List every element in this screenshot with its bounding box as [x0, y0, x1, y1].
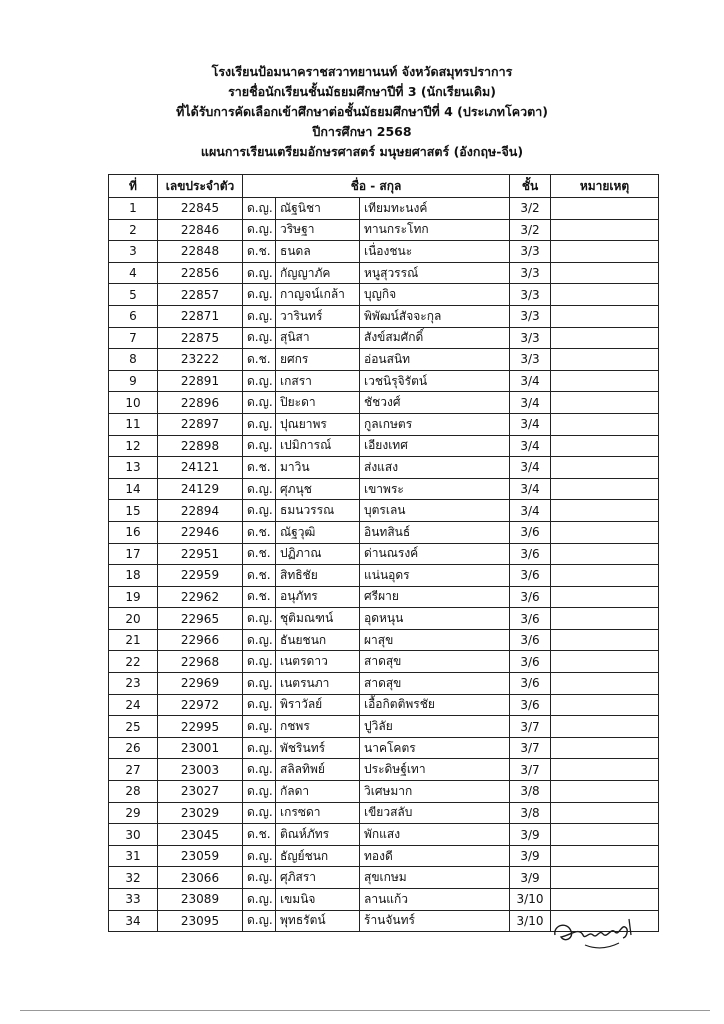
class-room: 3/6 [510, 586, 551, 608]
table-row [109, 284, 659, 306]
name-prefix: ด.ญ. [243, 759, 276, 781]
first-name: กัญญาภัค [276, 262, 360, 284]
note [551, 241, 659, 263]
table-row [109, 305, 659, 327]
class-room: 3/3 [510, 327, 551, 349]
row-number: 13 [109, 457, 158, 479]
note [551, 694, 659, 716]
note [551, 327, 659, 349]
row-number: 32 [109, 867, 158, 889]
table-row [109, 867, 659, 889]
table-row [109, 327, 659, 349]
list-title: รายชื่อนักเรียนชั้นมัธยมศึกษาปีที่ 3 (นักเรียนเดิม) [228, 84, 496, 99]
last-name: สุขเกษม [360, 867, 510, 889]
first-name: ธนดล [276, 241, 360, 263]
student-id: 23045 [158, 824, 243, 846]
name-prefix: ด.ช. [243, 565, 276, 587]
name-prefix: ด.ญ. [243, 910, 276, 932]
row-number: 12 [109, 435, 158, 457]
note [551, 586, 659, 608]
class-room: 3/9 [510, 867, 551, 889]
first-name: พิราวัลย์ [276, 694, 360, 716]
note [551, 629, 659, 651]
note [551, 305, 659, 327]
name-prefix: ด.ญ. [243, 845, 276, 867]
class-room: 3/2 [510, 198, 551, 220]
last-name: ลานแก้ว [360, 889, 510, 911]
student-id: 23095 [158, 910, 243, 932]
student-id: 22946 [158, 521, 243, 543]
last-name: ด่านณรงค์ [360, 543, 510, 565]
table-row [109, 543, 659, 565]
name-prefix: ด.ช. [243, 241, 276, 263]
first-name: มาวิน [276, 457, 360, 479]
first-name: วริษฐา [276, 219, 360, 241]
study-program: แผนการเรียนเตรียมอักษรศาสตร์ มนุษยศาสตร์ (อังกฤษ-จีน) [200, 144, 524, 159]
class-room: 3/4 [510, 370, 551, 392]
row-number: 30 [109, 824, 158, 846]
table-row [109, 608, 659, 630]
class-room: 3/7 [510, 759, 551, 781]
class-room: 3/6 [510, 565, 551, 587]
table-row [109, 824, 659, 846]
first-name: ติณห์ภัทร [276, 824, 360, 846]
table-row [109, 478, 659, 500]
last-name: ส่งแสง [360, 457, 510, 479]
student-id: 22969 [158, 673, 243, 695]
class-room: 3/3 [510, 241, 551, 263]
row-number: 19 [109, 586, 158, 608]
name-prefix: ด.ญ. [243, 413, 276, 435]
note [551, 521, 659, 543]
first-name: อนุภัทร [276, 586, 360, 608]
note [551, 716, 659, 738]
row-number: 2 [109, 219, 158, 241]
first-name: กาญจน์เกล้า [276, 284, 360, 306]
student-id: 22898 [158, 435, 243, 457]
name-prefix: ด.ญ. [243, 284, 276, 306]
document-header [0, 62, 724, 162]
name-prefix: ด.ญ. [243, 219, 276, 241]
table-row [109, 673, 659, 695]
table-row [109, 435, 659, 457]
first-name: สิทธิชัย [276, 565, 360, 587]
page-bottom-edge [20, 1010, 710, 1011]
class-room: 3/8 [510, 802, 551, 824]
student-id: 22966 [158, 629, 243, 651]
first-name: ปิยะดา [276, 392, 360, 414]
row-number: 33 [109, 889, 158, 911]
name-prefix: ด.ญ. [243, 673, 276, 695]
name-prefix: ด.ช. [243, 543, 276, 565]
name-prefix: ด.ญ. [243, 500, 276, 522]
note [551, 781, 659, 803]
row-number: 10 [109, 392, 158, 414]
name-prefix: ด.ช. [243, 586, 276, 608]
table-row [109, 349, 659, 371]
row-number: 23 [109, 673, 158, 695]
last-name: เขียวสลับ [360, 802, 510, 824]
row-number: 27 [109, 759, 158, 781]
row-number: 18 [109, 565, 158, 587]
last-name: กูลเกษตร [360, 413, 510, 435]
table-row [109, 413, 659, 435]
table-row [109, 781, 659, 803]
name-prefix: ด.ญ. [243, 651, 276, 673]
class-room: 3/6 [510, 694, 551, 716]
student-id: 23059 [158, 845, 243, 867]
last-name: สาดสุข [360, 673, 510, 695]
table-row [109, 586, 659, 608]
column-header-name: ชื่อ - สกุล [243, 175, 510, 198]
last-name: เขาพระ [360, 478, 510, 500]
last-name: เวชนิรุจิรัตน์ [360, 370, 510, 392]
column-header-class: ชั้น [510, 175, 551, 198]
last-name: เทียมทะนงค์ [360, 198, 510, 220]
row-number: 16 [109, 521, 158, 543]
name-prefix: ด.ญ. [243, 392, 276, 414]
first-name: ปุณยาพร [276, 413, 360, 435]
student-id: 22891 [158, 370, 243, 392]
student-id: 23029 [158, 802, 243, 824]
table-row [109, 845, 659, 867]
last-name: พักแสง [360, 824, 510, 846]
last-name: ศรีผาย [360, 586, 510, 608]
name-prefix: ด.ญ. [243, 478, 276, 500]
first-name: พุทธรัตน์ [276, 910, 360, 932]
class-room: 3/4 [510, 457, 551, 479]
first-name: เปมิการณ์ [276, 435, 360, 457]
name-prefix: ด.ญ. [243, 435, 276, 457]
note [551, 413, 659, 435]
table-row [109, 241, 659, 263]
first-name: ณัฐวุฒิ [276, 521, 360, 543]
student-id: 23089 [158, 889, 243, 911]
school-name: โรงเรียนป้อมนาคราชสวาทยานนท์ จังหวัดสมุทรปราการ [211, 64, 513, 79]
class-room: 3/6 [510, 629, 551, 651]
table-row [109, 521, 659, 543]
note [551, 802, 659, 824]
student-id: 23027 [158, 781, 243, 803]
row-number: 22 [109, 651, 158, 673]
note [551, 198, 659, 220]
table-body [109, 198, 659, 932]
name-prefix: ด.ญ. [243, 262, 276, 284]
name-prefix: ด.ญ. [243, 716, 276, 738]
note [551, 219, 659, 241]
class-room: 3/7 [510, 737, 551, 759]
first-name: เขมนิจ [276, 889, 360, 911]
name-prefix: ด.ญ. [243, 737, 276, 759]
last-name: หนูสุวรรณ์ [360, 262, 510, 284]
name-prefix: ด.ญ. [243, 694, 276, 716]
class-room: 3/6 [510, 521, 551, 543]
table-header-row [109, 175, 659, 198]
note [551, 543, 659, 565]
row-number: 21 [109, 629, 158, 651]
student-id: 22897 [158, 413, 243, 435]
class-room: 3/7 [510, 716, 551, 738]
table-row [109, 802, 659, 824]
class-room: 3/9 [510, 845, 551, 867]
row-number: 25 [109, 716, 158, 738]
class-room: 3/9 [510, 824, 551, 846]
first-name: ธัญย์ชนก [276, 845, 360, 867]
student-id: 22856 [158, 262, 243, 284]
note [551, 673, 659, 695]
row-number: 14 [109, 478, 158, 500]
last-name: ทานกระโทก [360, 219, 510, 241]
table-row [109, 198, 659, 220]
name-prefix: ด.ญ. [243, 327, 276, 349]
name-prefix: ด.ญ. [243, 629, 276, 651]
first-name: กชพร [276, 716, 360, 738]
handwritten-signature [545, 905, 645, 965]
first-name: ณัฐนิชา [276, 198, 360, 220]
class-room: 3/3 [510, 284, 551, 306]
student-id: 22995 [158, 716, 243, 738]
name-prefix: ด.ญ. [243, 305, 276, 327]
class-room: 3/6 [510, 673, 551, 695]
table-row [109, 500, 659, 522]
note [551, 867, 659, 889]
note [551, 392, 659, 414]
note [551, 651, 659, 673]
class-room: 3/6 [510, 608, 551, 630]
note [551, 824, 659, 846]
student-id: 23222 [158, 349, 243, 371]
class-room: 3/3 [510, 305, 551, 327]
row-number: 6 [109, 305, 158, 327]
first-name: ศุภนุช [276, 478, 360, 500]
row-number: 20 [109, 608, 158, 630]
row-number: 34 [109, 910, 158, 932]
student-id: 22845 [158, 198, 243, 220]
student-id: 22846 [158, 219, 243, 241]
name-prefix: ด.ช. [243, 457, 276, 479]
note [551, 737, 659, 759]
column-header-no: ที่ [109, 175, 158, 198]
class-room: 3/6 [510, 651, 551, 673]
row-number: 1 [109, 198, 158, 220]
name-prefix: ด.ญ. [243, 198, 276, 220]
class-room: 3/6 [510, 543, 551, 565]
table-row [109, 651, 659, 673]
first-name: ศุภิสรา [276, 867, 360, 889]
class-room: 3/4 [510, 413, 551, 435]
name-prefix: ด.ช. [243, 521, 276, 543]
student-id: 22894 [158, 500, 243, 522]
last-name: เอื้อกิตติพรชัย [360, 694, 510, 716]
last-name: บุตรเลน [360, 500, 510, 522]
class-room: 3/10 [510, 889, 551, 911]
class-room: 3/4 [510, 435, 551, 457]
class-room: 3/4 [510, 392, 551, 414]
note [551, 759, 659, 781]
column-header-note: หมายเหตุ [551, 175, 659, 198]
student-id: 22875 [158, 327, 243, 349]
table-row [109, 759, 659, 781]
name-prefix: ด.ช. [243, 824, 276, 846]
row-number: 8 [109, 349, 158, 371]
table-row [109, 629, 659, 651]
first-name: เกสรา [276, 370, 360, 392]
student-id: 22962 [158, 586, 243, 608]
table-row [109, 219, 659, 241]
row-number: 29 [109, 802, 158, 824]
row-number: 26 [109, 737, 158, 759]
name-prefix: ด.ญ. [243, 867, 276, 889]
first-name: เนตรนภา [276, 673, 360, 695]
last-name: บุญกิจ [360, 284, 510, 306]
table-row [109, 392, 659, 414]
last-name: ปูวิลัย [360, 716, 510, 738]
name-prefix: ด.ญ. [243, 802, 276, 824]
note [551, 565, 659, 587]
first-name: วารินทร์ [276, 305, 360, 327]
name-prefix: ด.ช. [243, 349, 276, 371]
student-id: 24121 [158, 457, 243, 479]
table-row [109, 370, 659, 392]
name-prefix: ด.ญ. [243, 608, 276, 630]
row-number: 5 [109, 284, 158, 306]
note [551, 370, 659, 392]
note [551, 457, 659, 479]
student-id: 22848 [158, 241, 243, 263]
last-name: ชัชวงศ์ [360, 392, 510, 414]
last-name: สังข์สมศักดิ์ [360, 327, 510, 349]
note [551, 500, 659, 522]
class-room: 3/4 [510, 500, 551, 522]
table-row [109, 694, 659, 716]
row-number: 28 [109, 781, 158, 803]
first-name: ปฏิภาณ [276, 543, 360, 565]
note [551, 284, 659, 306]
table-row [109, 737, 659, 759]
student-id: 22871 [158, 305, 243, 327]
class-room: 3/4 [510, 478, 551, 500]
last-name: ทองดี [360, 845, 510, 867]
name-prefix: ด.ญ. [243, 781, 276, 803]
name-prefix: ด.ญ. [243, 889, 276, 911]
column-header-student-id: เลขประจำตัว [158, 175, 243, 198]
last-name: เนื่องชนะ [360, 241, 510, 263]
student-id: 23003 [158, 759, 243, 781]
first-name: พัชรินทร์ [276, 737, 360, 759]
name-prefix: ด.ญ. [243, 370, 276, 392]
row-number: 9 [109, 370, 158, 392]
table-row [109, 716, 659, 738]
student-id: 23001 [158, 737, 243, 759]
note [551, 608, 659, 630]
note [551, 845, 659, 867]
academic-year: ปีการศึกษา 2568 [312, 124, 412, 139]
first-name: ธมนวรรณ [276, 500, 360, 522]
table-row [109, 262, 659, 284]
note [551, 435, 659, 457]
last-name: อุดหนุน [360, 608, 510, 630]
first-name: เนตรดาว [276, 651, 360, 673]
selection-title: ที่ได้รับการคัดเลือกเข้าศึกษาต่อชั้นมัธยมศึกษาปีที่ 4 (ประเภทโควตา) [176, 104, 548, 119]
table-row [109, 457, 659, 479]
student-id: 22857 [158, 284, 243, 306]
note [551, 349, 659, 371]
student-id: 23066 [158, 867, 243, 889]
first-name: กัลดา [276, 781, 360, 803]
note [551, 262, 659, 284]
row-number: 24 [109, 694, 158, 716]
first-name: สุนิสา [276, 327, 360, 349]
table-row [109, 565, 659, 587]
row-number: 17 [109, 543, 158, 565]
row-number: 3 [109, 241, 158, 263]
row-number: 15 [109, 500, 158, 522]
student-id: 22968 [158, 651, 243, 673]
row-number: 11 [109, 413, 158, 435]
last-name: ร้านจันทร์ [360, 910, 510, 932]
class-room: 3/3 [510, 262, 551, 284]
student-id: 22951 [158, 543, 243, 565]
first-name: สลิลทิพย์ [276, 759, 360, 781]
student-id: 22959 [158, 565, 243, 587]
class-room: 3/3 [510, 349, 551, 371]
last-name: ประดิษฐ์เทา [360, 759, 510, 781]
row-number: 31 [109, 845, 158, 867]
student-id: 22965 [158, 608, 243, 630]
last-name: สาดสุข [360, 651, 510, 673]
first-name: ยศกร [276, 349, 360, 371]
first-name: ธันยชนก [276, 629, 360, 651]
first-name: ชุติมณฑน์ [276, 608, 360, 630]
class-room: 3/8 [510, 781, 551, 803]
last-name: แน่นอุดร [360, 565, 510, 587]
last-name: เอียงเทศ [360, 435, 510, 457]
note [551, 478, 659, 500]
last-name: นาคโคตร [360, 737, 510, 759]
class-room: 3/10 [510, 910, 551, 932]
student-id: 22896 [158, 392, 243, 414]
class-room: 3/2 [510, 219, 551, 241]
first-name: เกรซดา [276, 802, 360, 824]
student-id: 22972 [158, 694, 243, 716]
last-name: อินทสินธ์ [360, 521, 510, 543]
last-name: อ่อนสนิท [360, 349, 510, 371]
student-id: 24129 [158, 478, 243, 500]
last-name: ผาสุข [360, 629, 510, 651]
student-roster-table [108, 174, 659, 932]
last-name: พิพัฒน์สัจจะกุล [360, 305, 510, 327]
row-number: 7 [109, 327, 158, 349]
last-name: วิเศษมาก [360, 781, 510, 803]
row-number: 4 [109, 262, 158, 284]
